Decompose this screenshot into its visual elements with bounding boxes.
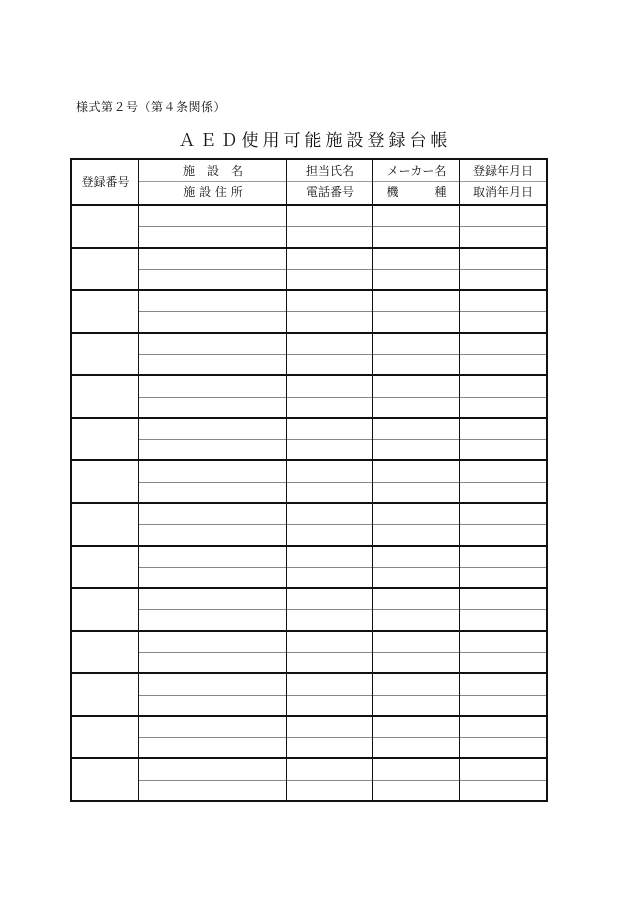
header-sub-rule	[139, 181, 546, 182]
entry-sub-rule	[139, 439, 546, 440]
entry-row	[72, 417, 546, 460]
entry-sub-rule	[139, 780, 546, 781]
entry-sub-rule	[139, 354, 546, 355]
entry-row	[72, 587, 546, 630]
column-divider	[372, 160, 373, 800]
entry-sub-rule	[139, 226, 546, 227]
form-number: 様式第２号（第４条関係）	[76, 100, 227, 114]
entry-row	[72, 545, 546, 588]
document-title: ＡＥＤ使用可能施設登録台帳	[178, 131, 452, 151]
header-facility-address: 施 設 住 所	[183, 185, 243, 199]
entry-sub-rule	[139, 311, 546, 312]
header-facility	[139, 160, 287, 204]
header-phone-number: 電話番号	[305, 185, 354, 199]
entry-row	[72, 459, 546, 502]
header-registration-number: 登録番号	[81, 175, 130, 189]
column-divider	[286, 160, 287, 800]
entry-sub-rule	[139, 397, 546, 398]
header-facility-name: 施 設 名	[182, 164, 243, 178]
entry-row	[72, 715, 546, 758]
header-cancellation-date: 取消年月日	[472, 185, 533, 199]
header-dates	[460, 160, 546, 204]
column-divider	[138, 160, 139, 800]
entry-sub-rule	[139, 652, 546, 653]
header-contact	[287, 160, 373, 204]
entry-sub-rule	[139, 269, 546, 270]
entry-sub-rule	[139, 737, 546, 738]
header-model: 機 種	[386, 185, 447, 199]
header-maker-name: メーカー名	[386, 164, 447, 178]
entry-row	[72, 204, 546, 247]
column-divider	[459, 160, 460, 800]
header-row	[72, 160, 546, 204]
entry-row	[72, 630, 546, 673]
register-table	[70, 158, 548, 802]
entry-sub-rule	[139, 482, 546, 483]
entry-row	[72, 289, 546, 332]
entry-row	[72, 374, 546, 417]
entry-row	[72, 332, 546, 375]
header-registration-date: 登録年月日	[472, 164, 533, 178]
entry-row	[72, 757, 546, 800]
header-maker	[373, 160, 460, 204]
entry-sub-rule	[139, 567, 546, 568]
entry-sub-rule	[139, 695, 546, 696]
header-contact-name: 担当氏名	[305, 164, 354, 178]
entry-row	[72, 502, 546, 545]
entry-row	[72, 672, 546, 715]
entry-sub-rule	[139, 524, 546, 525]
entry-sub-rule	[139, 609, 546, 610]
entry-row	[72, 247, 546, 290]
